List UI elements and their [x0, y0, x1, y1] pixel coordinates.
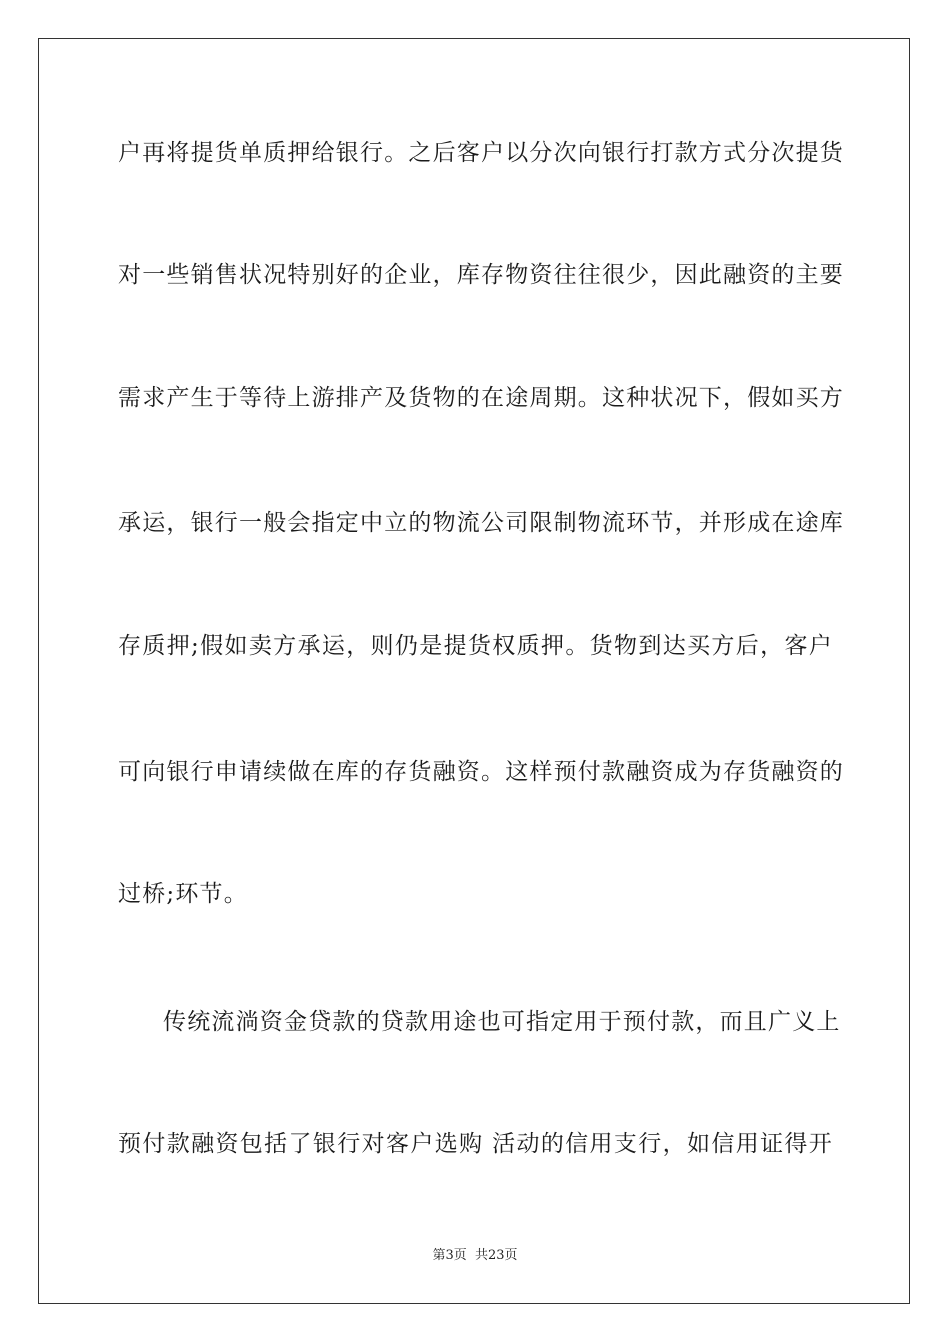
page-border	[38, 38, 910, 1304]
text-line: 对一些销售状况特别好的企业，库存物资往往很少，因此融资的主要	[118, 262, 844, 288]
text-line: 户再将提货单质押给银行。之后客户以分次向银行打款方式分次提货	[118, 140, 844, 166]
page-number: 第3页	[432, 1248, 467, 1263]
text-line: 需求产生于等待上游排产及货物的在途周期。这种状况下，假如买方	[118, 385, 844, 411]
page-total: 共23页	[474, 1248, 518, 1263]
text-line: 过桥;环节。	[118, 881, 248, 907]
paragraph-first-line: 传统流淌资金贷款的贷款用途也可指定用于预付款，而且广义上	[163, 1009, 841, 1035]
text-line: 可向银行申请续做在库的存货融资。这样预付款融资成为存货融资的	[118, 759, 844, 785]
page-footer	[0, 1247, 950, 1265]
text-line: 承运，银行一般会指定中立的物流公司限制物流环节，并形成在途库	[118, 510, 844, 536]
text-line: 预付款融资包括了银行对客户选购 活动的信用支行，如信用证得开	[118, 1131, 833, 1157]
text-line: 存质押;假如卖方承运，则仍是提货权质押。货物到达买方后，客户	[118, 633, 833, 659]
